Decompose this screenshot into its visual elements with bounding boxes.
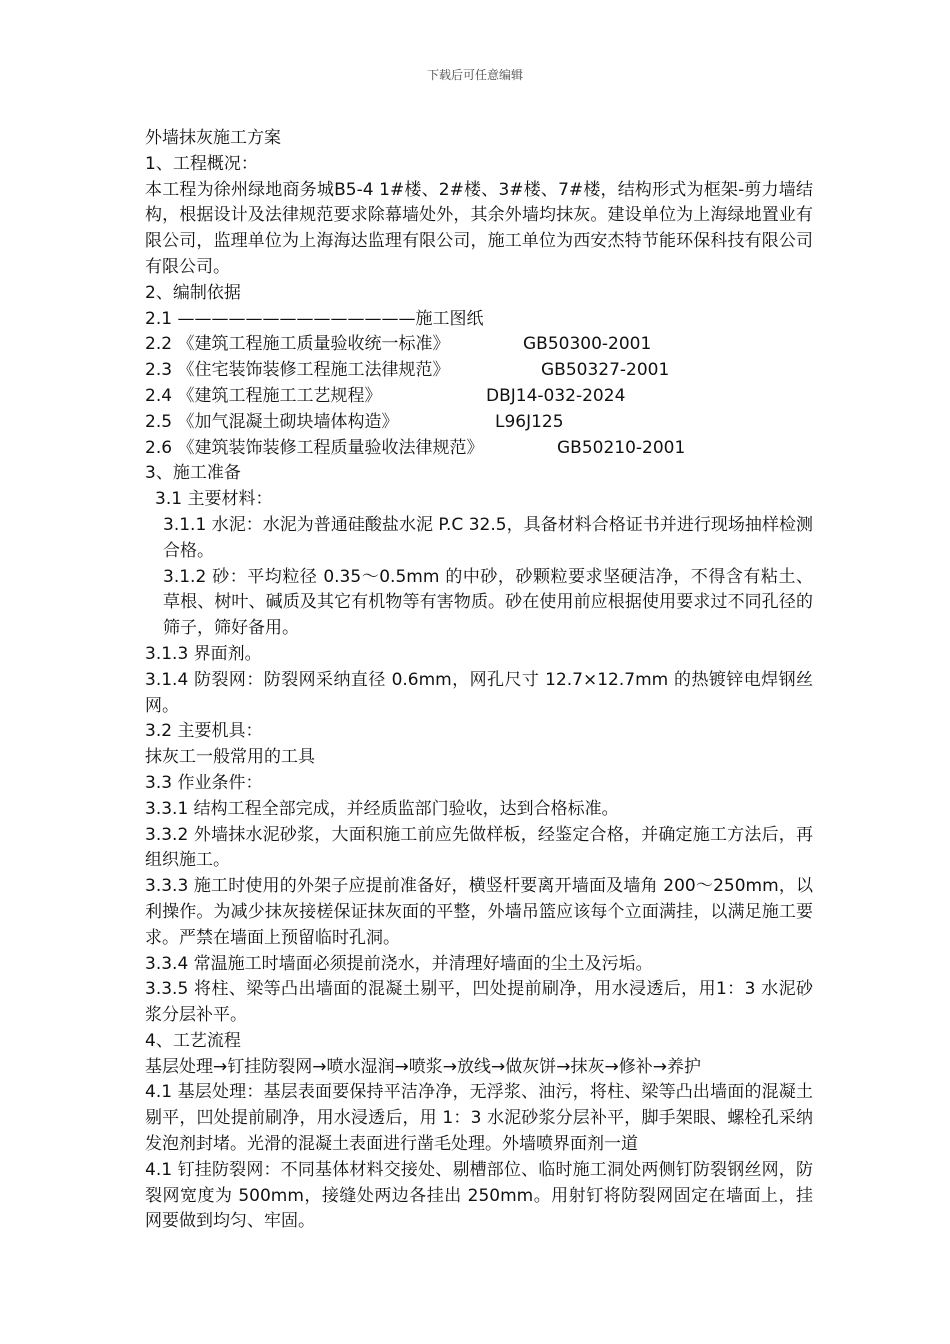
- reference-title: 2.6 《建筑装饰装修工程质量验收法律规范》: [145, 437, 484, 458]
- reference-item: [145, 410, 813, 436]
- reference-item: [145, 384, 813, 410]
- paragraph-3-2-body: 抹灰工一般常用的工具: [145, 747, 315, 768]
- paragraph-3-1-2: 3.1.2 砂：平均粒径 0.35～0.5mm 的中砂，砂颗粒要求坚硬洁净，不得含有粘土、草根、树叶、碱质及其它有机物等有害物质。砂在使用前应根据使用要求过不同孔径的筛子，筛好备用。: [163, 566, 813, 639]
- paragraph-4-1-base-treatment: 4.1 基层处理：基层表面要保持平洁净净，无浮浆、油污，将柱、梁等凸出墙面的混凝土剔平，凹处提前刷净，用水浸透后，用 1：3 水泥砂浆分层补平，脚手架眼、螺栓孔采纳发泡剂封堵。光滑的混凝土表面进行凿毛处理。外墙喷界面剂一道: [145, 1082, 813, 1155]
- document-title: 外墙抹灰施工方案: [145, 128, 281, 148]
- section-1-heading: 1、工程概况：: [145, 153, 258, 174]
- reference-item: [145, 436, 813, 462]
- page-header: 下载后可任意编辑: [426, 68, 523, 82]
- paragraph-3-3-1: 3.3.1 结构工程全部完成，并经质监部门验收，达到合格标准。: [145, 798, 619, 819]
- paragraph-4-1-crack-mesh: 4.1 钉挂防裂网：不同基体材料交接处、剔槽部位、临时施工洞处两侧钉防裂钢丝网，防裂网宽度为 500mm，接缝处两边各挂出 250mm。用射钉将防裂网固定在墙面上，挂网要做到均匀、牢固。: [145, 1159, 813, 1232]
- paragraph-3-1-4: 3.1.4 防裂网：防裂网采纳直径 0.6mm，网孔尺寸 12.7×12.7mm 的热镀锌电焊钢丝网。: [145, 669, 813, 716]
- paragraph-3-3-2: 3.3.2 外墙抹水泥砂浆，大面积施工前应先做样板，经鉴定合格，并确定施工方法后，再组织施工。: [145, 824, 813, 871]
- section-4-heading: 4、工艺流程: [145, 1030, 241, 1051]
- reference-code: DBJ14-032-2024: [486, 385, 626, 406]
- reference-code: L96J125: [495, 411, 564, 432]
- reference-2-1: 2.1 ——————————————施工图纸: [145, 308, 484, 329]
- subsection-3-1: 3.1 主要材料：: [155, 489, 273, 510]
- section-3-heading: 3、施工准备: [145, 463, 241, 484]
- paragraph-3-3-4: 3.3.4 常温施工时墙面必须提前浇水，并清理好墙面的尘土及污垢。: [145, 953, 653, 974]
- reference-item: [145, 358, 813, 384]
- paragraph-3-3-5: 3.3.5 将柱、梁等凸出墙面的混凝土剔平，凹处提前刷净，用水浸透后，用1：3 水泥砂浆分层补平。: [145, 979, 813, 1026]
- subsection-3-2: 3.2 主要机具：: [145, 721, 263, 742]
- process-flow: 基层处理→钉挂防裂网→喷水湿润→喷浆→放线→做灰饼→抹灰→修补→养护: [145, 1056, 701, 1077]
- paragraph-3-3-3: 3.3.3 施工时使用的外架子应提前准备好，横竖杆要离开墙面及墙角 200～250mm，以利操作。为减少抹灰接槎保证抹灰面的平整，外墙吊篮应该每个立面满挂，以满足施工要求。严禁在墙面上预留临时孔洞。: [145, 876, 813, 948]
- section-1-body: 本工程为徐州绿地商务城B5-4 1#楼、2#楼、3#楼、7#楼，结构形式为框架-剪力墙结构，根据设计及法律规范要求除幕墙处外，其余外墙均抹灰。建设单位为上海绿地置业有限公司，监理单位为上海海达监理有限公司，施工单位为西安杰特节能环保科技有限公司有限公司。: [145, 179, 813, 277]
- section-2-heading: 2、编制依据: [145, 282, 241, 303]
- paragraph-3-1-3: 3.1.3 界面剂。: [145, 643, 262, 664]
- reference-list: [145, 332, 813, 461]
- reference-item: [145, 332, 813, 358]
- reference-title: 2.3 《住宅装饰装修工程施工法律规范》: [145, 360, 450, 381]
- reference-code: GB50210-2001: [557, 437, 686, 458]
- reference-code: GB50327-2001: [541, 360, 670, 381]
- subsection-3-3: 3.3 作业条件：: [145, 772, 263, 793]
- paragraph-3-1-1: 3.1.1 水泥：水泥为普通硅酸盐水泥 P.C 32.5，具备材料合格证书并进行现场抽样检测合格。: [163, 514, 813, 561]
- reference-title: 2.5 《加气混凝土砌块墙体构造》: [145, 411, 399, 432]
- reference-title: 2.4 《建筑工程施工工艺规程》: [145, 385, 382, 406]
- document-body: [145, 126, 813, 1235]
- reference-title: 2.2 《建筑工程施工质量验收统一标准》: [145, 334, 450, 355]
- reference-code: GB50300-2001: [523, 334, 652, 355]
